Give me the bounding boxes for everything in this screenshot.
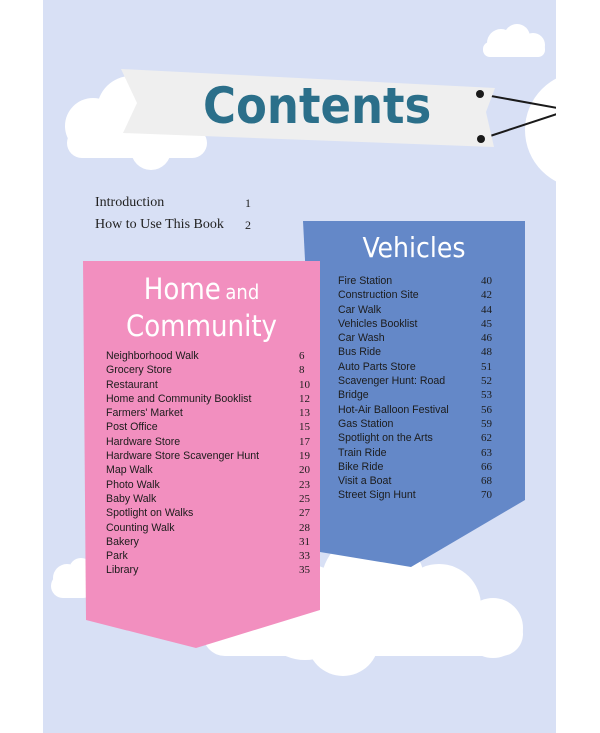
item-page: 70 [481, 489, 492, 502]
item-label: Spotlight on Walks [106, 507, 194, 520]
list-item[interactable] [106, 420, 310, 434]
page-title: Contents [203, 77, 432, 135]
item-label: Post Office [106, 421, 158, 434]
list-item[interactable] [106, 478, 310, 492]
item-page: 27 [299, 507, 310, 520]
item-page: 31 [299, 535, 310, 548]
item-page: 46 [481, 332, 492, 345]
list-item[interactable] [338, 317, 498, 331]
item-page: 53 [481, 389, 492, 402]
item-label: Scavenger Hunt: Road [338, 375, 446, 388]
item-page: 63 [481, 446, 492, 459]
item-page: 56 [481, 403, 492, 416]
cloud-top-right [483, 24, 545, 57]
item-page: 59 [481, 417, 492, 430]
banner-grommet-top [476, 90, 484, 98]
item-label: Neighborhood Walk [106, 350, 199, 362]
list-item[interactable] [338, 446, 498, 460]
item-page: 44 [481, 303, 492, 316]
list-item[interactable] [338, 460, 498, 474]
banner-grommet-bottom [477, 135, 485, 143]
list-item[interactable] [338, 488, 498, 502]
item-page: 40 [481, 275, 492, 287]
item-label: Library [106, 564, 139, 577]
list-item[interactable] [106, 521, 310, 535]
item-page: 20 [299, 464, 310, 477]
item-page: 19 [299, 450, 310, 463]
contents-page [43, 0, 556, 733]
item-label: Bus Ride [338, 346, 381, 359]
item-label: Vehicles Booklist [338, 317, 418, 330]
item-label: Bridge [338, 389, 369, 402]
intro-page: 1 [245, 196, 251, 210]
list-item[interactable] [338, 274, 498, 288]
intro-list [95, 193, 265, 237]
item-label: Gas Station [338, 417, 394, 430]
item-page: 66 [481, 460, 492, 473]
list-item[interactable] [338, 288, 498, 302]
item-label: Hardware Store Scavenger Hunt [106, 450, 260, 463]
list-item[interactable] [106, 406, 310, 420]
item-page: 23 [299, 478, 310, 491]
home-heading [83, 273, 320, 347]
item-page: 33 [299, 550, 310, 563]
list-item[interactable] [106, 378, 310, 392]
list-item[interactable] [338, 374, 498, 388]
list-item[interactable] [106, 563, 310, 577]
list-item[interactable] [106, 349, 305, 363]
list-item[interactable] [106, 392, 310, 406]
home-community-section [83, 261, 320, 648]
item-page: 68 [481, 475, 492, 488]
item-label: Hardware Store [106, 435, 181, 448]
item-label: Spotlight on the Arts [338, 432, 433, 445]
vehicles-list [338, 274, 498, 503]
item-page: 52 [481, 375, 492, 388]
item-label: Auto Parts Store [338, 360, 416, 373]
item-label: Home and Community Booklist [106, 392, 252, 405]
list-item[interactable] [338, 345, 498, 359]
list-item[interactable] [106, 492, 310, 506]
item-label: Bike Ride [338, 460, 384, 473]
item-page: 62 [481, 432, 492, 445]
item-page: 8 [299, 364, 305, 377]
item-label: Grocery Store [106, 364, 172, 377]
item-label: Car Walk [338, 303, 382, 316]
list-item[interactable] [338, 431, 498, 445]
list-item[interactable] [338, 403, 498, 417]
item-label: Train Ride [338, 446, 387, 459]
item-label: Baby Walk [106, 492, 157, 505]
cloud-right-edge [525, 72, 556, 188]
list-item[interactable] [106, 435, 310, 449]
item-page: 13 [299, 407, 310, 420]
intro-page: 2 [245, 218, 251, 232]
item-page: 10 [299, 378, 310, 391]
list-item[interactable] [338, 474, 498, 488]
list-item[interactable] [106, 535, 310, 549]
list-item[interactable] [106, 363, 305, 377]
item-label: Hot-Air Balloon Festival [338, 403, 449, 416]
item-label: Fire Station [338, 275, 393, 287]
home-list [106, 349, 310, 578]
item-label: Map Walk [106, 464, 153, 477]
item-page: 6 [299, 350, 305, 362]
intro-row[interactable] [95, 215, 265, 237]
list-item[interactable] [338, 303, 498, 317]
item-label: Street Sign Hunt [338, 489, 416, 502]
item-label: Photo Walk [106, 478, 160, 491]
item-page: 17 [299, 435, 310, 448]
item-page: 45 [481, 317, 492, 330]
list-item[interactable] [338, 388, 498, 402]
item-label: Counting Walk [106, 521, 175, 534]
list-item[interactable] [338, 331, 498, 345]
list-item[interactable] [106, 549, 310, 563]
intro-label: Introduction [95, 195, 165, 210]
home-heading-word: Home [143, 272, 221, 306]
list-item[interactable] [106, 506, 310, 520]
item-label: Bakery [106, 535, 139, 548]
item-label: Visit a Boat [338, 475, 392, 488]
list-item[interactable] [106, 463, 310, 477]
list-item[interactable] [338, 360, 498, 374]
list-item[interactable] [338, 417, 498, 431]
intro-label: How to Use This Book [95, 217, 224, 232]
home-heading-and: and [225, 280, 260, 304]
item-page: 35 [299, 564, 310, 577]
vehicles-heading: Vehicles [362, 231, 466, 264]
item-label: Construction Site [338, 289, 419, 302]
item-page: 12 [299, 392, 310, 405]
item-label: Restaurant [106, 378, 158, 391]
item-label: Park [106, 550, 128, 563]
home-heading-community: Community [125, 309, 277, 343]
item-page: 48 [481, 346, 492, 359]
item-page: 51 [481, 360, 492, 373]
item-page: 42 [481, 289, 492, 302]
vehicles-section [303, 221, 525, 567]
item-label: Farmers' Market [106, 407, 183, 420]
item-page: 25 [299, 492, 310, 505]
intro-row[interactable] [95, 193, 265, 215]
item-page: 15 [299, 421, 310, 434]
item-label: Car Wash [338, 332, 385, 345]
item-page: 28 [299, 521, 310, 534]
list-item[interactable] [106, 449, 310, 463]
